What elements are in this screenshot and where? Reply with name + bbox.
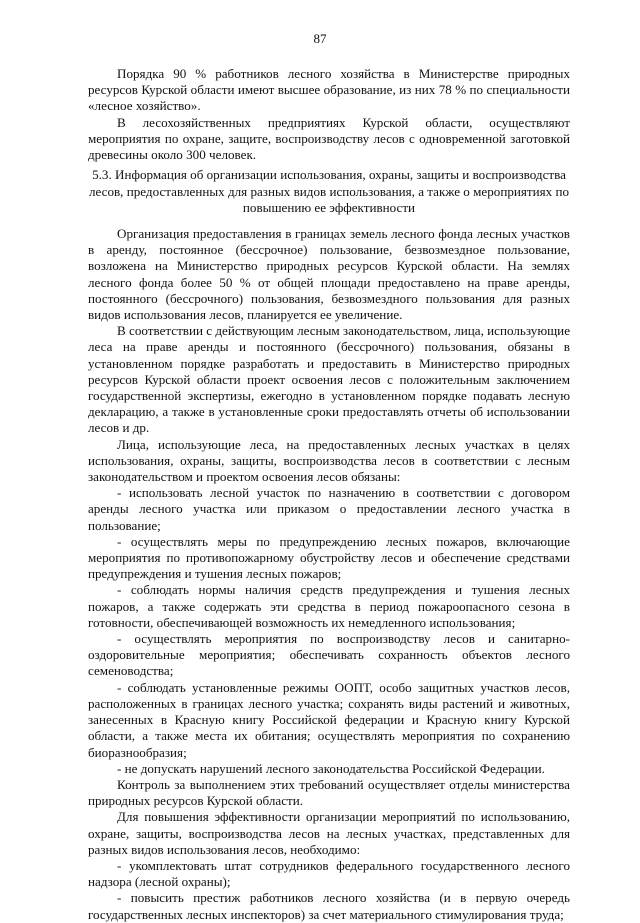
paragraph: Организация предоставления в границах земель лесного фонда лесных участков в аренду, постоянное (бессрочное) пользование, безвозмездное пользование, возложена на Министерство природных ресурсов Курской области. На землях лесного фонда более 50 % от общей площади предоставлено на праве аренды, постоянного (бессрочного) пользования, безвозмездного пользования для разных видов использования лесов, планируется ее увеличение. — [88, 226, 570, 323]
intro-block — [88, 66, 570, 163]
list-item: - соблюдать установленные режимы ООПТ, особо защитных участков лесов, расположенных в границах лесного участка; сохранять виды растений и животных, занесенных в Красную книгу Российской федерации и Красную книгу Курской области, а также места их обитания; осуществлять мероприятия по сохранению биоразнообразия; — [88, 679, 570, 760]
list-item: - осуществлять мероприятия по воспроизводству лесов и санитарно-оздоровительные мероприятия; обеспечивать сохранность объектов лесного семеноводства; — [88, 631, 570, 679]
list-item: - укомплектовать штат сотрудников федерального государственного лесного надзора (лесной охраны); — [88, 857, 570, 890]
list-item: - использовать лесной участок по назначению в соответствии с договором аренды лесного участка или приказом о предоставлении лесного участка в пользование; — [88, 485, 570, 533]
paragraph: Порядка 90 % работников лесного хозяйства в Министерстве природных ресурсов Курской области имеют высшее образование, из них 78 % по специальности «лесное хозяйство». — [88, 66, 570, 114]
paragraph: Для повышения эффективности организации мероприятий по использованию, охране, защиты, воспроизводства лесов на лесных участках, представленных для разных видов использования лесов, необходимо: — [88, 809, 570, 857]
section-heading: 5.3. Информация об организации использования, охраны, защиты и воспроизводства лесов, предоставленных для разных видов использования, а также о мероприятиях по повышению ее эффективности — [88, 167, 570, 215]
list-item: - не допускать нарушений лесного законодательства Российской Федерации. — [117, 760, 545, 776]
paragraph: Лица, использующие леса, на предоставленных лесных участках в целях использования, охраны, защиты, воспроизводства лесов в соответствии с лесным законодательством и проектом освоения лесов обязаны: — [88, 436, 570, 485]
paragraph: В лесохозяйственных предприятиях Курской области, осуществляют мероприятия по охране, защите, воспроизводству лесов с одновременной заготовкой древесины около 300 человек. — [88, 114, 570, 163]
paragraph: Контроль за выполнением этих требований осуществляет отделы министерства природных ресурсов Курской области. — [88, 776, 570, 809]
list-item: - повысить престиж работников лесного хозяйства (и в первую очередь государственных лесных инспекторов) за счет материального стимулирования труда; — [88, 890, 570, 922]
paragraph: В соответствии с действующим лесным законодательством, лица, использующие леса на праве аренды и постоянного (бессрочного) пользования, обязаны в установленном порядке разработать и предоставить в Министерство природных ресурсов Курской области проект освоения лесов с положительным заключением государственной экспертизы, ежегодно в установленном порядке подавать лесную декларацию, а также в установленные сроки предоставлять отчеты об использовании лесов и др. — [88, 323, 570, 436]
list-item: - соблюдать нормы наличия средств предупреждения и тушения лесных пожаров, а также содержать эти средства в период пожароопасного сезона в готовности, обеспечивающей возможность их немедленного использования; — [88, 582, 570, 630]
list-item: - осуществлять меры по предупреждению лесных пожаров, включающие мероприятия по противопожарному обустройству лесов и обеспечение средствами предупреждения и тушения лесных пожаров; — [88, 533, 570, 582]
page-number: 87 — [313, 31, 327, 46]
section-body — [88, 226, 570, 923]
